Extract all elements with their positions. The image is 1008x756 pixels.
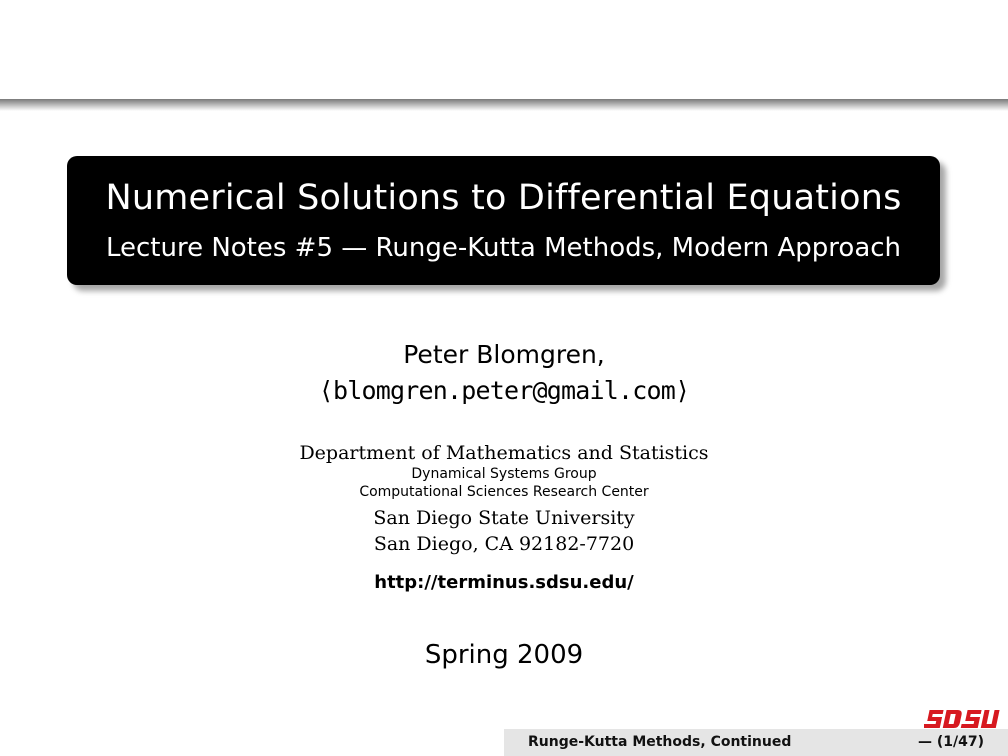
research-center: Computational Sciences Research Center [359,484,649,500]
website-link[interactable]: http://terminus.sdsu.edu/ [374,572,634,593]
university: San Diego State University [373,507,635,529]
author-email: ⟨blomgren.peter@gmail.com⟩ [318,376,690,405]
date: Spring 2009 [424,640,584,670]
department: Department of Mathematics and Statistics [299,442,709,464]
address: San Diego, CA 92182-7720 [373,533,635,555]
sdsu-logo-icon [924,708,1000,730]
title-block [67,156,940,285]
research-group: Dynamical Systems Group [411,466,597,482]
footer-page-number: — (1/47) [917,734,984,750]
footer-bar [504,729,1008,756]
footer-section-title: Runge-Kutta Methods, Continued [528,734,792,750]
author-name: Peter Blomgren, [403,340,605,369]
slide-subtitle: Lecture Notes #5 — Runge-Kutta Methods, Modern Approach [105,233,902,263]
header-shadow-bar [0,99,1008,111]
slide-title: Numerical Solutions to Differential Equations [105,178,902,218]
